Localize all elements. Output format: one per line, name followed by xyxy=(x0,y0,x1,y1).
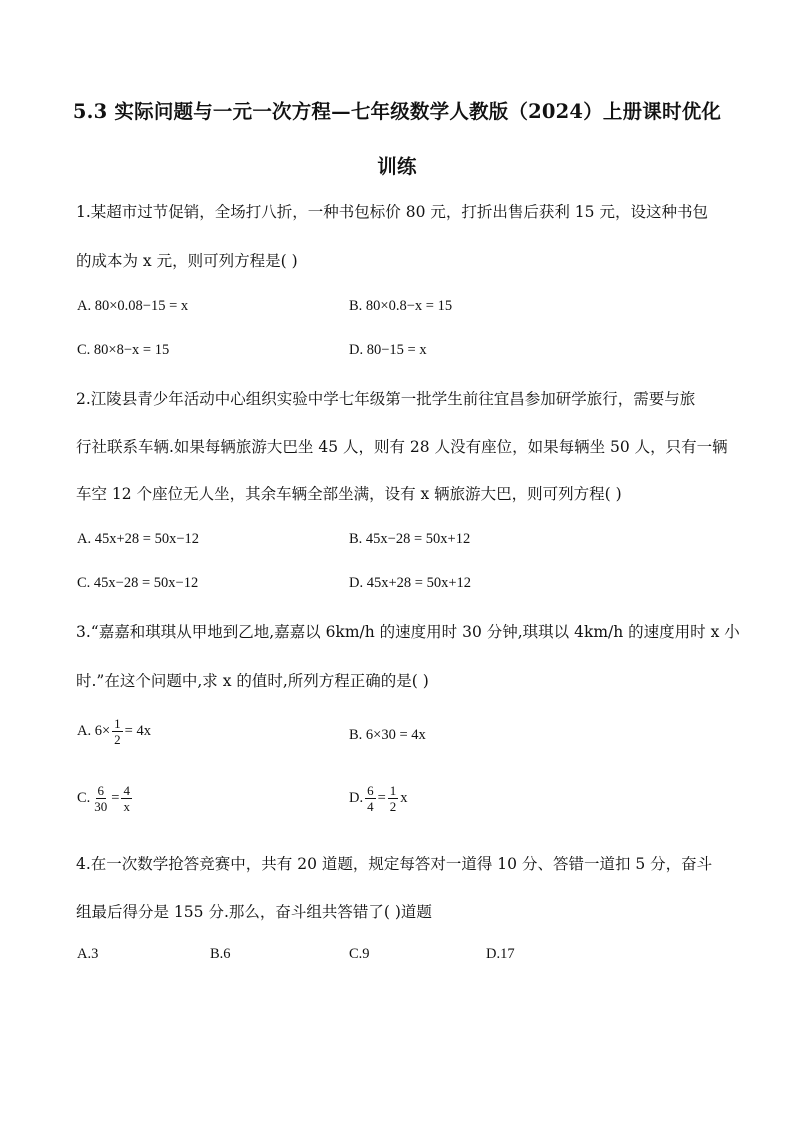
question-3-option-b: B. 6×30 = 4x xyxy=(349,727,426,743)
fraction-denominator: 2 xyxy=(114,732,121,747)
question-3-option-c xyxy=(77,783,134,814)
question-4-line-2: 组最后得分是 155 分.那么，奋斗组共答错了( )道题 xyxy=(76,903,432,921)
question-2-option-a: A. 45x+28 = 50x−12 xyxy=(77,531,200,547)
option-d-suffix: x xyxy=(400,789,408,806)
question-2-line-1: 2.江陵县青少年活动中心组织实验中学七年级第一批学生前往宜昌参加研学旅行，需要与旅 xyxy=(76,390,696,408)
page-title-continued: 训练 xyxy=(377,155,417,178)
option-d-prefix: D. xyxy=(349,789,364,806)
question-1-line-1: 1.某超市过节促销，全场打八折，一种书包标价 80 元，打折出售后获利 15 元，设这种书包 xyxy=(76,203,708,221)
fraction-numerator: 1 xyxy=(389,783,397,798)
equals-sign: = xyxy=(111,789,120,806)
question-1-option-a: A. 80×0.08−15 = x xyxy=(77,298,189,314)
question-4-option-b: B.6 xyxy=(210,946,231,962)
fraction-numerator: 1 xyxy=(114,716,121,731)
question-1-option-c: C. 80×8−x = 15 xyxy=(77,342,170,358)
question-2-option-d: D. 45x+28 = 50x+12 xyxy=(349,575,472,591)
option-a-suffix: = 4x xyxy=(124,722,151,739)
question-3-line-2: 时.”在这个问题中,求 x 的值时,所列方程正确的是( ) xyxy=(76,672,429,690)
question-2-option-b: B. 45x−28 = 50x+12 xyxy=(349,531,471,547)
question-4-line-1: 4.在一次数学抢答竞赛中，共有 20 道题，规定每答对一道得 10 分、答错一道扣 5 分，奋斗 xyxy=(76,855,713,873)
fraction-denominator: 2 xyxy=(389,799,397,814)
fraction-denominator: 30 xyxy=(94,799,108,814)
question-1-line-2: 的成本为 x 元，则可列方程是( ) xyxy=(76,252,298,270)
fraction xyxy=(121,783,132,814)
question-4-option-d: D.17 xyxy=(486,946,515,962)
fraction xyxy=(92,783,109,814)
question-4-option-c: C.9 xyxy=(349,946,370,962)
question-1-option-b: B. 80×0.8−x = 15 xyxy=(349,298,453,314)
equals-sign: = xyxy=(377,789,386,806)
fraction-denominator: 4 xyxy=(367,799,374,814)
question-2-option-c: C. 45x−28 = 50x−12 xyxy=(77,575,199,591)
fraction-denominator: x xyxy=(123,799,130,814)
question-3-line-1: 3.“嘉嘉和琪琪从甲地到乙地,嘉嘉以 6km/h 的速度用时 30 分钟,琪琪以 4km/h 的速度用时 x 小 xyxy=(76,623,740,641)
option-c-prefix: C. xyxy=(77,789,91,806)
question-2-line-2: 行社联系车辆.如果每辆旅游大巴坐 45 人，则有 28 人没有座位，如果每辆坐 50 人，只有一辆 xyxy=(76,438,728,456)
fraction xyxy=(365,783,376,814)
question-4-option-a: A.3 xyxy=(77,946,99,962)
question-3-option-d xyxy=(349,783,408,814)
fraction-numerator: 4 xyxy=(123,783,130,798)
fraction-numerator: 6 xyxy=(367,783,374,798)
option-a-prefix: A. 6× xyxy=(77,722,111,739)
fraction xyxy=(388,783,399,814)
fraction xyxy=(112,716,123,747)
question-2-line-3: 车空 12 个座位无人坐，其余车辆全部坐满，设有 x 辆旅游大巴，则可列方程( ) xyxy=(76,485,622,503)
question-3-option-a xyxy=(77,716,151,747)
fraction-numerator: 6 xyxy=(97,783,105,798)
page-title: 5.3 实际问题与一元一次方程—七年级数学人教版（2024）上册课时优化 xyxy=(72,100,722,123)
question-1-option-d: D. 80−15 = x xyxy=(349,342,427,358)
